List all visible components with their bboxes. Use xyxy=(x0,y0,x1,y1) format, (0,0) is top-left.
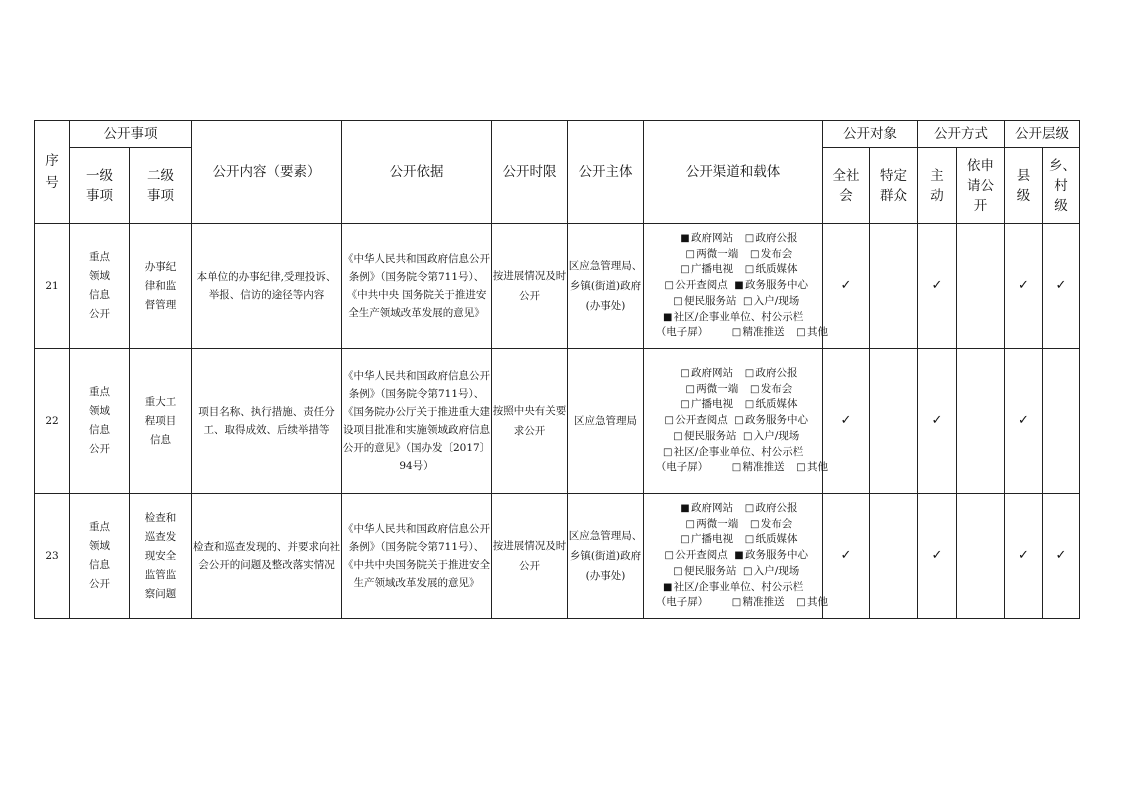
checked-box-icon: ■ xyxy=(662,581,673,593)
header-level-group: 公开层级 xyxy=(1005,121,1080,148)
channel-label: 精准推送 xyxy=(742,461,785,474)
channel-option xyxy=(658,278,734,294)
unchecked-box-icon: □ xyxy=(744,534,755,546)
channel-option xyxy=(750,517,793,533)
channel-option xyxy=(745,501,798,517)
channel-label: 广播电视 xyxy=(691,398,733,411)
unchecked-box-icon: □ xyxy=(731,462,742,474)
channel-label: 广播电视 xyxy=(691,533,733,546)
row-level2: 办事纪律和监督管理 xyxy=(130,224,192,349)
unchecked-box-icon: □ xyxy=(744,232,755,244)
unchecked-box-icon: □ xyxy=(742,565,753,577)
unchecked-box-icon: □ xyxy=(664,550,674,562)
channel-label: 入户/现场 xyxy=(753,294,800,307)
channel-label: （电子屏） xyxy=(655,596,709,609)
row-seq: 22 xyxy=(35,349,70,494)
row-method-request xyxy=(957,349,1005,494)
row-level-county: ✓ xyxy=(1005,224,1043,349)
channel-label: 政府网站 xyxy=(691,366,733,379)
channel-option xyxy=(743,429,800,445)
channel-label: 两微一端 xyxy=(696,247,739,260)
channel-label: 公开查阅点 xyxy=(675,549,728,562)
row-method-active: ✓ xyxy=(918,494,957,619)
channel-line xyxy=(644,262,822,278)
unchecked-box-icon: □ xyxy=(742,295,753,307)
channel-option xyxy=(667,429,743,445)
channel-line xyxy=(644,460,828,476)
channel-option xyxy=(720,325,796,341)
channel-option xyxy=(720,460,796,476)
unchecked-box-icon: □ xyxy=(796,327,806,339)
table-row xyxy=(35,494,1080,619)
header-method-request: 依申请公开 xyxy=(957,148,1005,224)
channel-line xyxy=(644,564,822,580)
channel-label: 便民服务站 xyxy=(683,429,737,442)
unchecked-box-icon: □ xyxy=(673,565,683,577)
row-target-specific xyxy=(870,224,918,349)
header-target-group: 公开对象 xyxy=(823,121,918,148)
unchecked-box-icon: □ xyxy=(673,295,683,307)
row-channels xyxy=(644,494,828,619)
row-basis: 《中华人民共和国政府信息公开条例》（国务院令第711号）、《中共中央国务院关于推进安全生产领域改革发展的意见》 xyxy=(342,494,492,619)
channel-label: 发布会 xyxy=(760,247,793,260)
channel-option xyxy=(663,310,804,326)
channel-option xyxy=(658,413,734,429)
header-level-county: 县级 xyxy=(1005,148,1043,224)
checked-box-icon: ■ xyxy=(680,232,690,244)
channel-option xyxy=(750,247,793,263)
unchecked-box-icon: □ xyxy=(664,415,674,427)
channel-line xyxy=(644,429,822,445)
channel-option xyxy=(734,278,808,294)
channel-label: 政府网站 xyxy=(691,231,733,244)
row-method-request xyxy=(957,224,1005,349)
channel-label: 其他 xyxy=(807,461,828,474)
channel-label: 入户/现场 xyxy=(753,429,800,442)
unchecked-box-icon: □ xyxy=(750,518,760,530)
unchecked-box-icon: □ xyxy=(744,502,755,514)
row-seq: 21 xyxy=(35,224,70,349)
unchecked-box-icon: □ xyxy=(680,399,690,411)
channel-option xyxy=(669,231,745,247)
row-channels xyxy=(644,349,828,494)
row-level1: 重点领域信息公开 xyxy=(70,349,130,494)
unchecked-box-icon: □ xyxy=(685,248,695,260)
row-level-county: ✓ xyxy=(1005,494,1043,619)
row-content: 本单位的办事纪律,受理投诉、举报、信访的途径等内容 xyxy=(192,224,342,349)
header-level1: 一级事项 xyxy=(70,148,130,224)
channel-label: 纸质媒体 xyxy=(755,398,798,411)
channel-label: 纸质媒体 xyxy=(755,533,798,546)
channel-option xyxy=(667,564,743,580)
channel-option xyxy=(669,366,745,382)
channel-option xyxy=(743,294,800,310)
unchecked-box-icon: □ xyxy=(664,280,674,292)
header-time-limit: 公开时限 xyxy=(492,121,568,224)
channel-line xyxy=(644,366,822,382)
channel-line xyxy=(644,294,822,310)
row-target-all: ✓ xyxy=(823,494,870,619)
channel-label: 政府公报 xyxy=(755,366,798,379)
channel-line xyxy=(644,532,822,548)
header-level2: 二级事项 xyxy=(130,148,192,224)
row-subject: 区应急管理局、乡镇(街道)政府(办事处) xyxy=(568,494,644,619)
channel-label: （电子屏） xyxy=(655,326,709,339)
unchecked-box-icon: □ xyxy=(734,415,744,427)
channel-label: 精准推送 xyxy=(742,596,785,609)
row-seq: 23 xyxy=(35,494,70,619)
channel-label: 两微一端 xyxy=(696,517,739,530)
channel-option xyxy=(745,262,798,278)
channel-line xyxy=(644,517,822,533)
channel-label: 纸质媒体 xyxy=(755,263,798,276)
header-subject: 公开主体 xyxy=(568,121,644,224)
unchecked-box-icon: □ xyxy=(680,264,690,276)
checked-box-icon: ■ xyxy=(680,502,690,514)
unchecked-box-icon: □ xyxy=(742,430,753,442)
channel-line xyxy=(644,231,822,247)
header-basis: 公开依据 xyxy=(342,121,492,224)
channel-option xyxy=(644,595,720,611)
unchecked-box-icon: □ xyxy=(750,383,760,395)
checked-box-icon: ■ xyxy=(734,550,744,562)
channel-option xyxy=(644,460,720,476)
channel-option xyxy=(663,580,804,596)
channel-line xyxy=(644,548,822,564)
channel-label: 入户/现场 xyxy=(753,564,800,577)
channel-label: 便民服务站 xyxy=(683,564,737,577)
row-level1: 重点领域信息公开 xyxy=(70,224,130,349)
channel-option xyxy=(669,532,745,548)
unchecked-box-icon: □ xyxy=(685,383,695,395)
channel-option xyxy=(663,445,804,461)
channel-label: 发布会 xyxy=(760,382,793,395)
channel-label: 政府公报 xyxy=(755,501,798,514)
channel-line xyxy=(644,310,822,326)
channel-line xyxy=(644,397,822,413)
channel-label: 政府网站 xyxy=(691,501,733,514)
channel-option xyxy=(674,247,750,263)
row-channels xyxy=(644,224,828,349)
channel-option xyxy=(796,595,828,611)
channel-option xyxy=(734,413,808,429)
channel-option xyxy=(674,517,750,533)
unchecked-box-icon: □ xyxy=(744,399,755,411)
header-items-group: 公开事项 xyxy=(70,121,192,148)
unchecked-box-icon: □ xyxy=(731,327,742,339)
table-row xyxy=(35,349,1080,494)
row-basis: 《中华人民共和国政府信息公开条例》（国务院令第711号）、《国务院办公厅关于推进重大建设项目批准和实施领域政府信息公开的意见》（国办发〔2017〕94号） xyxy=(342,349,492,494)
checked-box-icon: ■ xyxy=(734,280,744,292)
channel-label: 社区/企事业单位、村公示栏 xyxy=(673,445,804,458)
channel-option xyxy=(669,397,745,413)
channel-option xyxy=(750,382,793,398)
channel-label: 两微一端 xyxy=(696,382,739,395)
header-target-specific: 特定群众 xyxy=(870,148,918,224)
row-time-limit: 按进展情况及时公开 xyxy=(492,494,568,619)
channel-option xyxy=(796,460,828,476)
unchecked-box-icon: □ xyxy=(680,534,690,546)
unchecked-box-icon: □ xyxy=(796,597,806,609)
channel-line xyxy=(644,580,822,596)
channel-option xyxy=(745,532,798,548)
row-level1: 重点领域信息公开 xyxy=(70,494,130,619)
header-channels: 公开渠道和载体 xyxy=(644,121,823,224)
channel-option xyxy=(745,397,798,413)
row-method-active: ✓ xyxy=(918,224,957,349)
row-content: 项目名称、执行措施、责任分工、取得成效、后续举措等 xyxy=(192,349,342,494)
channel-label: 其他 xyxy=(807,596,828,609)
channel-option xyxy=(674,382,750,398)
row-subject: 区应急管理局 xyxy=(568,349,644,494)
row-target-specific xyxy=(870,494,918,619)
channel-label: （电子屏） xyxy=(655,461,709,474)
channel-label: 社区/企事业单位、村公示栏 xyxy=(673,310,804,323)
channel-option xyxy=(745,366,798,382)
channel-label: 政府公报 xyxy=(755,231,798,244)
row-target-specific xyxy=(870,349,918,494)
channel-line xyxy=(644,325,828,341)
channel-label: 精准推送 xyxy=(742,326,785,339)
unchecked-box-icon: □ xyxy=(662,446,673,458)
channel-option xyxy=(720,595,796,611)
row-time-limit: 按进展情况及时公开 xyxy=(492,224,568,349)
row-subject: 区应急管理局、乡镇(街道)政府(办事处) xyxy=(568,224,644,349)
channel-label: 发布会 xyxy=(760,517,793,530)
channel-option xyxy=(669,262,745,278)
channel-line xyxy=(644,247,822,263)
channel-option xyxy=(796,325,828,341)
unchecked-box-icon: □ xyxy=(731,597,742,609)
row-method-request xyxy=(957,494,1005,619)
unchecked-box-icon: □ xyxy=(796,462,806,474)
unchecked-box-icon: □ xyxy=(744,264,755,276)
channel-option xyxy=(644,325,720,341)
row-target-all: ✓ xyxy=(823,349,870,494)
row-level-township: ✓ xyxy=(1043,494,1080,619)
header-method-active: 主动 xyxy=(918,148,957,224)
channel-label: 广播电视 xyxy=(691,263,733,276)
channel-line xyxy=(644,501,822,517)
row-level2: 检查和巡查发现安全监管监察问题 xyxy=(130,494,192,619)
channel-line xyxy=(644,445,822,461)
header-target-all: 全社会 xyxy=(823,148,870,224)
row-basis: 《中华人民共和国政府信息公开条例》（国务院令第711号）、《中共中央 国务院关于推进安全生产领域改革发展的意见》 xyxy=(342,224,492,349)
row-level-township xyxy=(1043,349,1080,494)
channel-line xyxy=(644,595,828,611)
checked-box-icon: ■ xyxy=(662,311,673,323)
channel-option xyxy=(658,548,734,564)
channel-line xyxy=(644,413,822,429)
row-target-all: ✓ xyxy=(823,224,870,349)
unchecked-box-icon: □ xyxy=(680,367,690,379)
disclosure-table xyxy=(34,120,1080,619)
channel-option xyxy=(745,231,798,247)
unchecked-box-icon: □ xyxy=(744,367,755,379)
unchecked-box-icon: □ xyxy=(685,518,695,530)
channel-label: 政务服务中心 xyxy=(745,549,808,562)
channel-label: 社区/企事业单位、村公示栏 xyxy=(673,580,804,593)
table-row xyxy=(35,224,1080,349)
channel-line xyxy=(644,382,822,398)
header-seq: 序号 xyxy=(35,121,70,224)
row-level-county: ✓ xyxy=(1005,349,1043,494)
unchecked-box-icon: □ xyxy=(673,430,683,442)
header-content: 公开内容（要素） xyxy=(192,121,342,224)
header-level-township: 乡、村级 xyxy=(1043,148,1080,224)
channel-option xyxy=(667,294,743,310)
unchecked-box-icon: □ xyxy=(750,248,760,260)
channel-line xyxy=(644,278,822,294)
channel-option xyxy=(734,548,808,564)
header-method-group: 公开方式 xyxy=(918,121,1005,148)
channel-label: 政务服务中心 xyxy=(745,414,808,427)
channel-label: 公开查阅点 xyxy=(675,279,728,292)
channel-label: 便民服务站 xyxy=(683,294,737,307)
channel-label: 公开查阅点 xyxy=(675,414,728,427)
row-time-limit: 按照中央有关要求公开 xyxy=(492,349,568,494)
channel-label: 其他 xyxy=(807,326,828,339)
channel-option xyxy=(669,501,745,517)
row-level-township: ✓ xyxy=(1043,224,1080,349)
channel-label: 政务服务中心 xyxy=(745,279,808,292)
row-method-active: ✓ xyxy=(918,349,957,494)
row-content: 检查和巡查发现的、并要求向社会公开的问题及整改落实情况 xyxy=(192,494,342,619)
channel-option xyxy=(743,564,800,580)
row-level2: 重大工程项目信息 xyxy=(130,349,192,494)
